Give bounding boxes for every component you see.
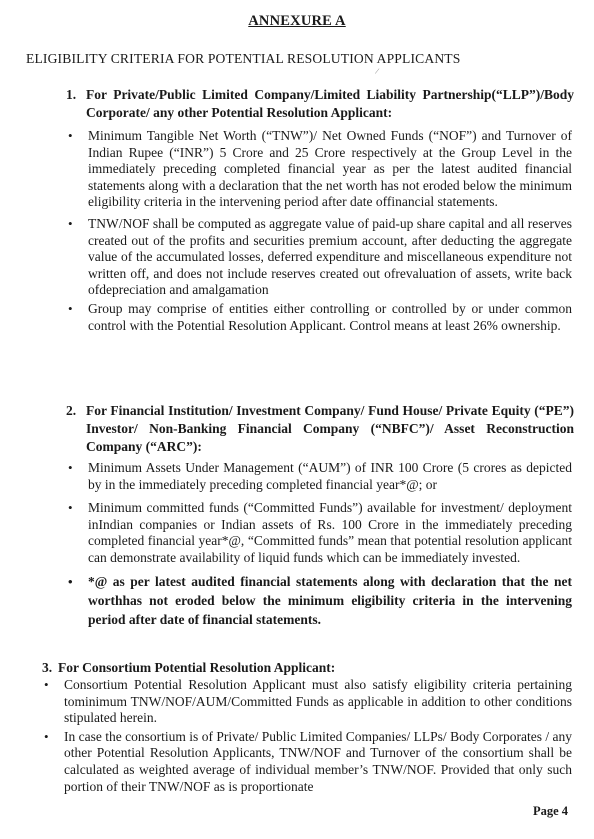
bullet-dot: •	[68, 215, 73, 231]
list-item	[68, 128, 572, 211]
bullet-dot: •	[68, 300, 73, 316]
list-item	[68, 500, 572, 566]
list-item	[68, 460, 572, 493]
bullet-dot: •	[68, 500, 73, 516]
section-3-number: 3.	[42, 660, 53, 675]
section-3	[0, 659, 594, 795]
list-item	[68, 300, 572, 334]
bullet-text: In case the consortium is of Private/ Public Limited Companies/ LLPs/ Body Corporates / any other Potential Resolution Applicants, TNW/NOF and Turnover of the consortium shall be calculated as weighted average of individual member’s TNW/NOF. Provided that only such portion of their TNW/NOF as is proportionate	[64, 728, 572, 794]
bullet-text: Minimum Assets Under Management (“AUM”) of INR 100 Crore (5 crores as depicted by in the immediately preceding completed financial year*@; or	[88, 460, 572, 492]
section-2-bullets	[0, 460, 594, 629]
list-item	[68, 572, 572, 629]
section-1-heading-text: For Private/Public Limited Company/Limited Liability Partnership(“LLP”)/Body Corporate/ any other Potential Resolution Applicant:	[86, 87, 574, 120]
document-subtitle: ELIGIBILITY CRITERIA FOR POTENTIAL RESOLUTION APPLICANTS	[26, 51, 461, 66]
bullet-dot: •	[68, 128, 73, 143]
bullet-dot: •	[44, 677, 49, 692]
list-item	[44, 728, 572, 795]
section-3-heading	[42, 659, 550, 677]
list-item	[44, 677, 572, 727]
bullet-text: Minimum Tangible Net Worth (“TNW”)/ Net Owned Funds (“NOF”) and Turnover of Indian Rupee (“INR”) 5 Crore and 25 Crore respectively at the Group Level in the immediately preceding completed financial year as per the latest audited financial statements along with a declaration that the net worth has not eroded below the minimum eligibility criteria in the intervening period after date offinancial statements.	[88, 128, 572, 210]
bullet-text: Minimum committed funds (“Committed Funds”) available for investment/ deployment inIndian companies or Indian assets of Rs. 100 Crore in the immediately preceding completed financial year*@, “Committed funds” mean that potential resolution applicant can demonstrate availability of liquid funds which can be immediately invested.	[88, 500, 572, 565]
section-3-heading-text: For Consortium Potential Resolution Applicant:	[58, 660, 336, 675]
scan-mark: /	[374, 65, 381, 77]
bullet-text: Group may comprise of entities either controlling or controlled by or under common control with the Potential Resolution Applicant. Control means at least 26% ownership.	[88, 300, 572, 333]
bullet-text: TNW/NOF shall be computed as aggregate value of paid-up share capital and all reserves created out of the profits and securities premium account, after deducting the aggregate value of the accumulated losses, deferred expenditure and miscellaneous expenditure not written off, and does not include reserves created out ofrevaluation of assets, write back ofdepreciation and amalgamation	[88, 215, 572, 298]
section-1-bullets	[0, 128, 594, 334]
section-1-number: 1.	[66, 87, 77, 102]
bullet-text: *@ as per latest audited financial statements along with declaration that the net worthhas not eroded below the minimum eligibility criteria in the intervening period after date of financial statements.	[88, 573, 572, 627]
section-3-bullets	[0, 677, 594, 795]
bullet-dot: •	[68, 573, 73, 589]
section-1-heading	[66, 86, 574, 122]
section-1	[0, 86, 594, 334]
section-2-number: 2.	[66, 403, 77, 418]
section-2-heading-text: For Financial Institution/ Investment Company/ Fund House/ Private Equity (“PE”) Investor/ Non-Banking Financial Company (“NBFC”)/ Asset Reconstruction Company (“ARC”):	[86, 403, 574, 454]
bullet-text: Consortium Potential Resolution Applicant must also satisfy eligibility criteria pertaining tominimum TNW/NOF/AUM/Committed Funds as applicable in addition to other conditions stipulated herein.	[64, 677, 572, 726]
bullet-dot: •	[68, 460, 73, 475]
page-number: Page 4	[532, 804, 568, 818]
section-2	[0, 402, 594, 629]
bullet-dot: •	[44, 728, 49, 744]
list-item	[68, 215, 572, 299]
annexure-title: ANNEXURE A	[248, 13, 346, 29]
section-2-heading	[66, 402, 574, 456]
